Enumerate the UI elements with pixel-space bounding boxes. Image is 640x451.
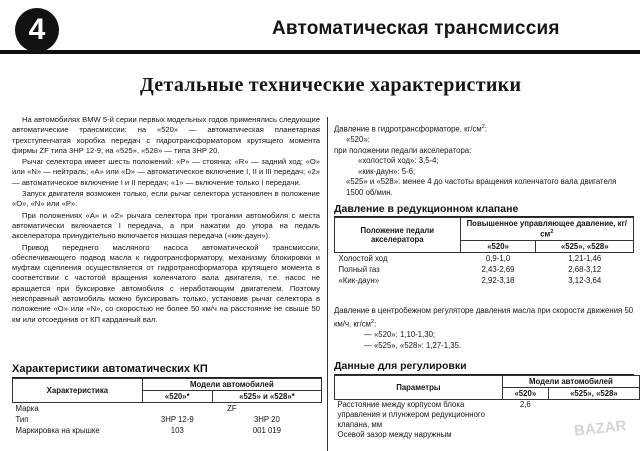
table-row xyxy=(335,275,634,287)
col-header-models: Модели автомобилей xyxy=(142,379,321,391)
centrifugal-525-528: — «525», «528»: 1,27-1,35. xyxy=(364,340,462,350)
transmission-specs-heading: Характеристики автоматических КП xyxy=(12,363,208,375)
row-label: Марка xyxy=(15,403,39,413)
col-header-520: «520» xyxy=(502,388,548,400)
row-value-525: 3HP 20 xyxy=(253,414,280,424)
row-value-525: 1,21-1,46 xyxy=(568,253,602,263)
converter-pressure-title: Давление в гидротрансформаторе, $кг/см^2$: xyxy=(334,124,487,134)
row-value-520: 2,6 xyxy=(519,400,531,409)
row-label: Расстояние между корпусом блока управления и плунжером редукционного клапана, мм xyxy=(337,400,485,429)
row-label: Осевой зазор между наружным xyxy=(337,430,452,439)
col-header-525-528: «525», «528» xyxy=(548,388,639,400)
table-row xyxy=(13,403,322,414)
table-row xyxy=(13,414,322,425)
table-row xyxy=(335,252,634,264)
row-value: ZF xyxy=(227,403,237,413)
col-header-pressure: Повышенное управляющее давление, $кг/см^2$ xyxy=(460,218,633,241)
paragraph: На автомобилях BMW 5-й серии первых модельных годов применялись следующие автоматические трансмиссии: на «520» — автоматическая планетарная трехступенчатая коробка передач с гидротрансформатором крутящего момента фирмы ZF типа 3HP 12-9, на «525», «528» — типа 3HP 20. xyxy=(12,115,320,155)
col-header-525-528: «525» и «528»* xyxy=(212,391,321,403)
table-row xyxy=(13,425,322,436)
centrifugal-pressure-block xyxy=(334,306,634,352)
paragraph: Запуск двигателя возможен только, если рычаг селектора установлен в положение «O», «N» или «P». xyxy=(12,189,320,209)
converter-525-528: «525» и «528»: менее 4 до частоты вращения коленчатого вала двигателя 1500 об/мин. xyxy=(346,177,617,197)
row-value-525: 001 019 xyxy=(252,425,281,435)
paragraph: Привод переднего масляного насоса автоматической трансмиссии, обеспечивающего подвод масла к гидротрансформатору, механизму блокировки и муфтам сцепления осуществляется от гидротрансформатора крутящего момента в соответствии с частотой вращения коленчатого вала двигателя, т.е. насос не вращается при буксировке автомобиля с неработающим двигателем. Поэтому неисправный автомобиль можно буксировать только, установив рычаг селектора в положение «O» или «N», со скоростью не более 50 км/ч на расстояние не свыше 50 км или отсоединив от КП карданный вал. xyxy=(12,242,320,324)
row-value-520: 0,9-1,0 xyxy=(485,253,511,263)
watermark-logo: BAZAR xyxy=(573,417,628,440)
converter-520: «520»: xyxy=(346,135,370,145)
chapter-header xyxy=(0,0,640,62)
row-label: Полный газ xyxy=(338,264,380,274)
row-value-520: 103 xyxy=(170,425,184,435)
row-value-520: 3HP 12-9 xyxy=(160,414,194,424)
transmission-specs-table xyxy=(12,378,322,436)
col-header-520: «520»* xyxy=(142,391,212,403)
row-label: Тип xyxy=(15,414,29,424)
centrifugal-520: — «520»: 1,10-1,30; xyxy=(364,330,436,340)
col-header-525-528: «525», «528» xyxy=(536,240,634,252)
adjustment-heading: Данные для регулировки xyxy=(334,360,467,372)
intro-text xyxy=(12,115,320,325)
reduction-valve-table xyxy=(334,217,634,287)
paragraph: При положениях «А» и «2» рычага селектора при трогании автомобиля с места автоматически включается I передача, а при нажатии до упора на педаль акселератора принудительно включается низшая передача («кик-даун»). xyxy=(12,210,320,241)
chapter-number-badge: 4 xyxy=(15,8,59,52)
col-header-characteristic: Характеристика xyxy=(13,379,143,403)
idle-value: «холостой ход»: 3,5-4; xyxy=(358,156,439,166)
col-header-pedal: Положение педали акселератора xyxy=(335,218,461,253)
row-value-520: 2,43-2,69 xyxy=(481,264,515,274)
header-rule xyxy=(0,50,640,54)
col-header-models: Модели автомобилей xyxy=(502,376,639,388)
section-title: Детальные технические характеристики xyxy=(140,74,522,96)
row-label: «Кик-даун» xyxy=(338,276,380,286)
row-label: Маркировка на крышке xyxy=(15,425,100,435)
centrifugal-pressure-text: Давление в центробежном регуляторе давления масла при скорости движения 50 км/ч, $кг/см^2$: xyxy=(334,306,634,329)
chapter-title: Автоматическая трансмиссия xyxy=(272,18,560,39)
col-header-520: «520» xyxy=(460,240,536,252)
paragraph: Рычаг селектора имеет шесть положений: «P» — стоянка; «R» — задний ход; «O» или «N» — нейтраль; «А» или «D» — автоматическое включение I, II и III передач; «2» — автоматическое включение I и II передач; «1» — включение только I передачи. xyxy=(12,157,320,187)
row-value-525: 2,68-3,12 xyxy=(568,264,602,274)
pedal-position-line: при положении педали акселератора: xyxy=(334,145,472,155)
table-row xyxy=(335,264,634,276)
row-value-525: 3,12-3,64 xyxy=(568,276,602,286)
row-label: Холостой ход xyxy=(338,253,388,263)
row-value-520: 2,92-3,18 xyxy=(481,276,515,286)
column-divider xyxy=(327,117,328,451)
kickdown-value: «кик-даун»: 5-6; xyxy=(358,166,416,176)
reduction-valve-heading: Давление в редукционном клапане xyxy=(334,203,519,215)
converter-pressure-block xyxy=(334,122,634,198)
col-header-params: Параметры xyxy=(335,376,503,400)
